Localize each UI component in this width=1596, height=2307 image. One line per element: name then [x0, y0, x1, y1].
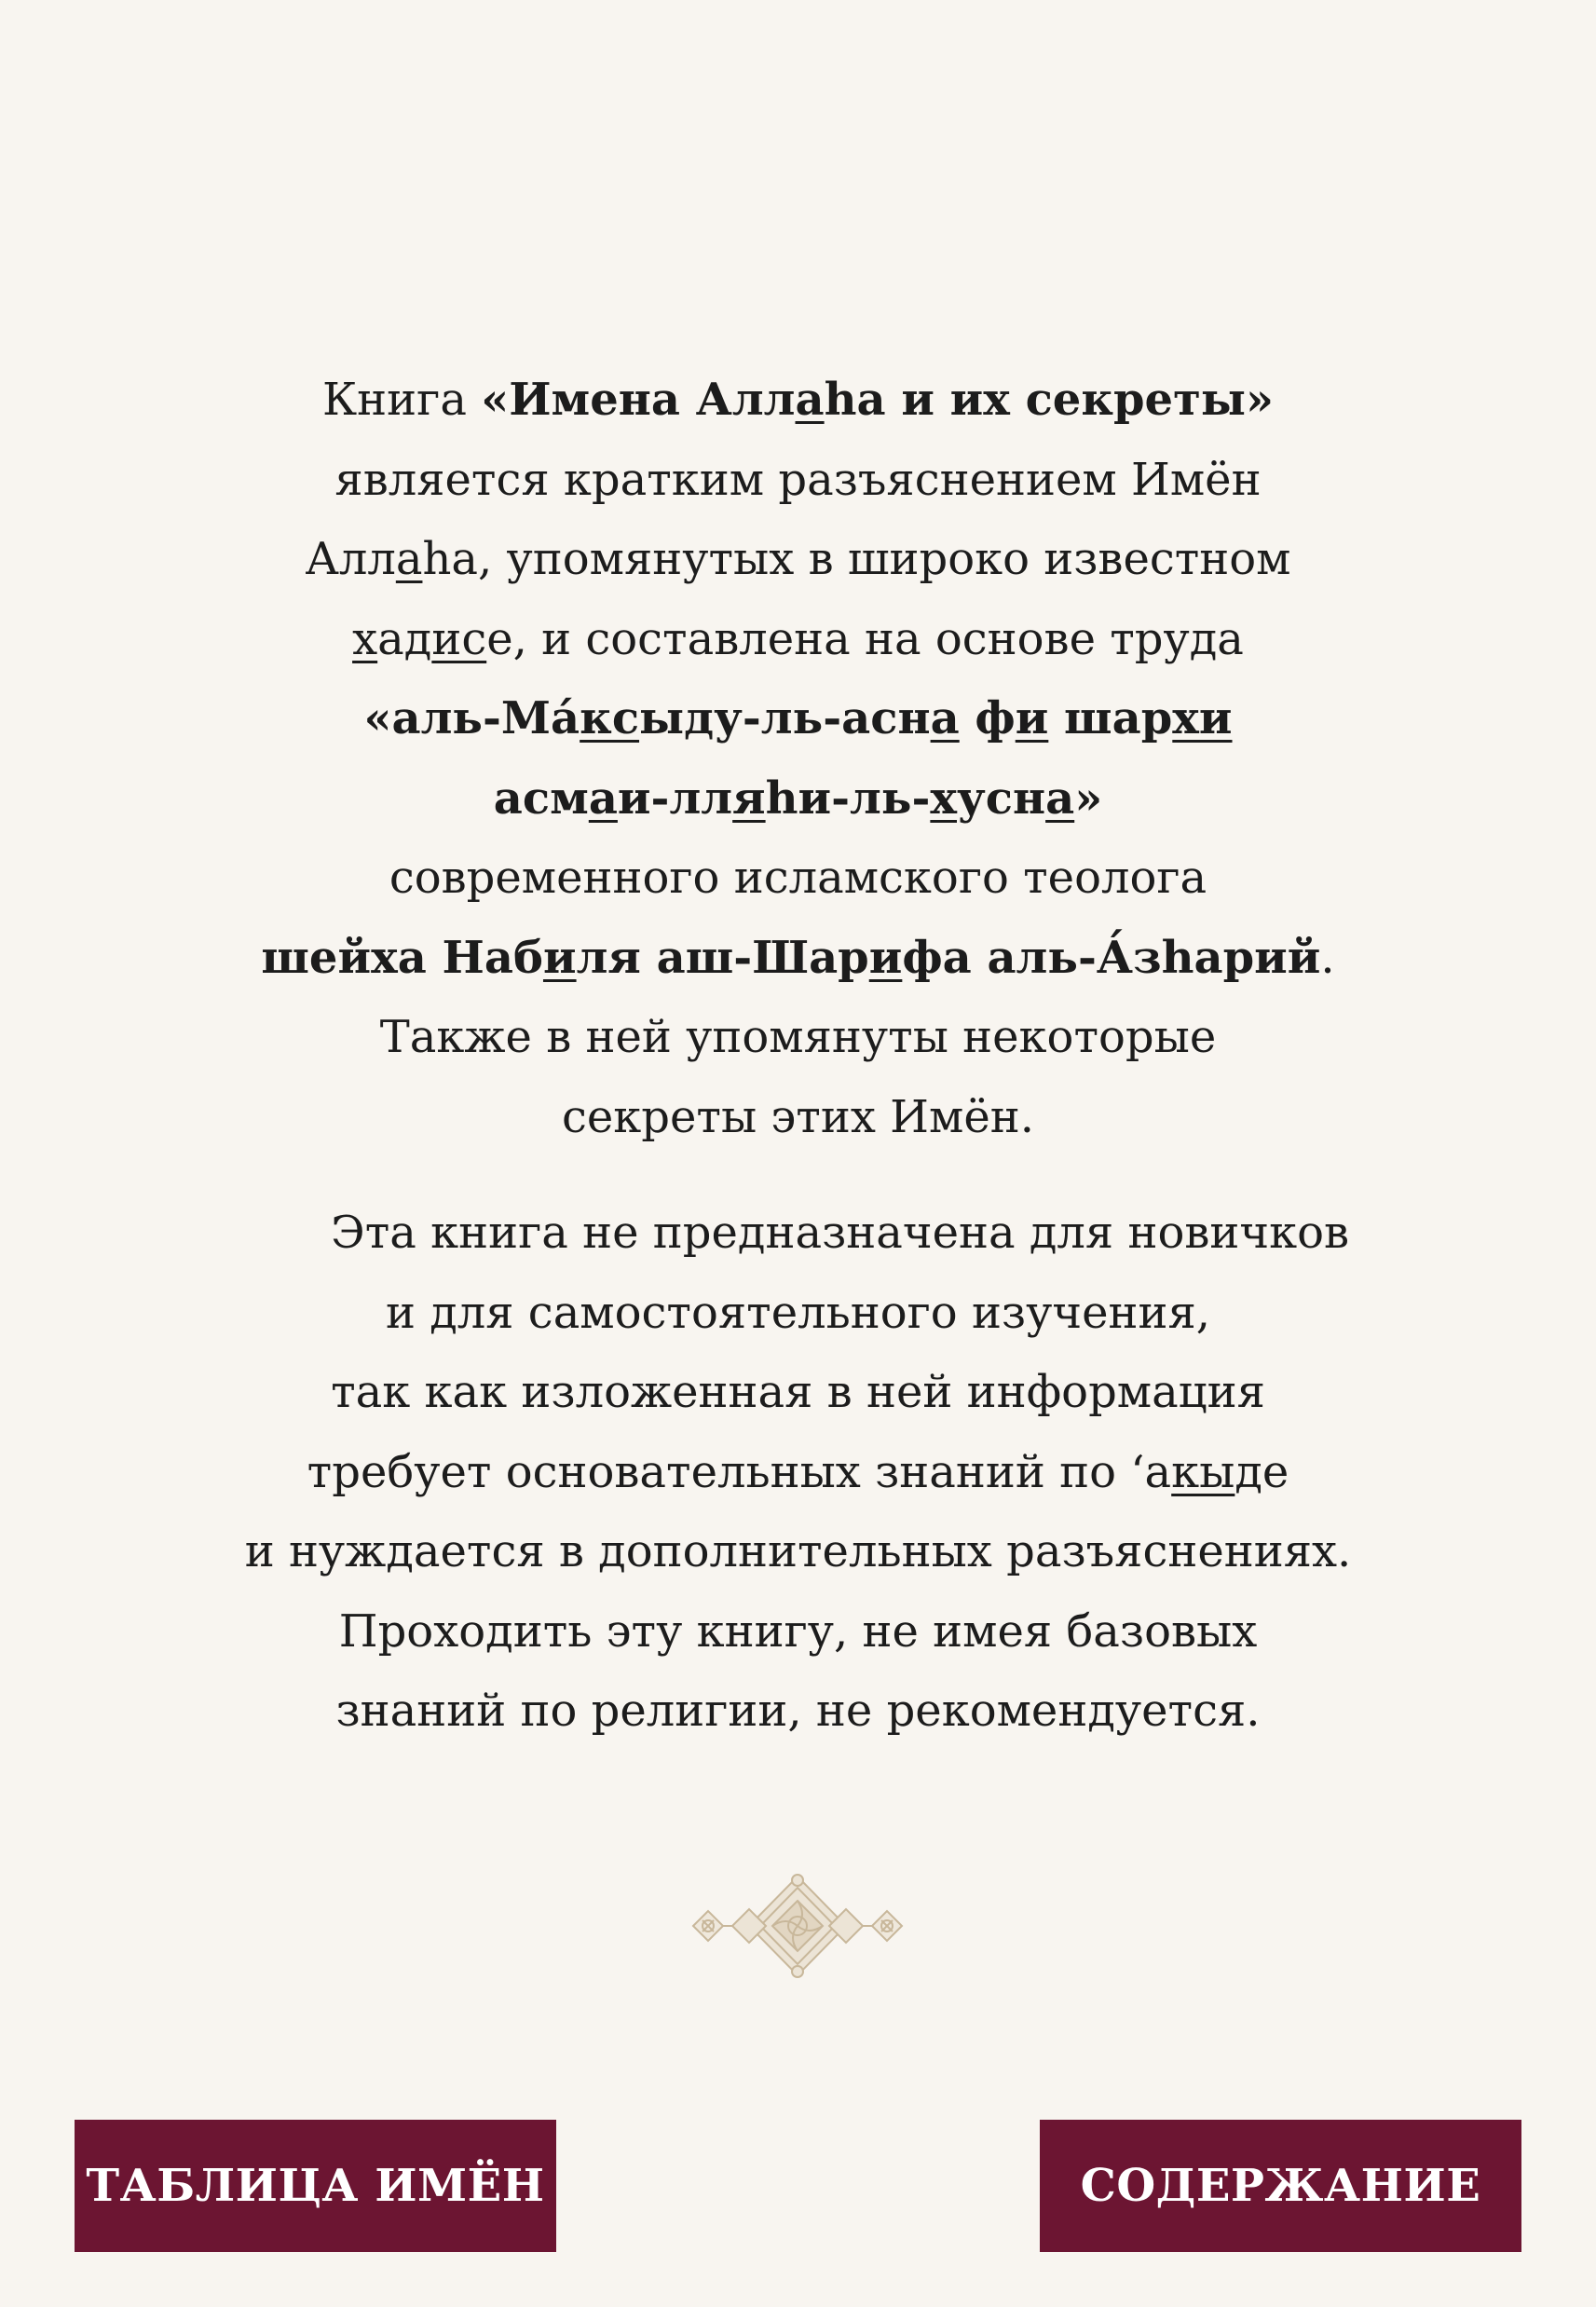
warning-line-3: так как изложенная в ней информация [331, 1366, 1265, 1418]
book-description [0, 361, 1596, 1157]
names-table-button[interactable]: ТАБЛИЦА ИМЁН [75, 2120, 556, 2252]
description-line-10: секреты этих Имён. [561, 1090, 1035, 1143]
warning-line-2: и для самостоятельного изучения, [385, 1286, 1211, 1339]
description-line-1: Книга «Имена Аллаhа и их секреты» [322, 374, 1274, 426]
description-line-9: Также в ней упомянуты некоторые [379, 1011, 1217, 1063]
description-line-4: хадисе, и составлена на основе труда [352, 612, 1244, 665]
description-line-2: является кратким разъяснением Имён [334, 453, 1262, 506]
warning-line-6: Проходить эту книгу, не имея базовых [338, 1604, 1258, 1658]
warning-line-1: Эта книга не предназначена для новичков [330, 1207, 1350, 1259]
contents-button[interactable]: СОДЕРЖАНИЕ [1040, 2120, 1521, 2252]
book-title: «Имена Аллаhа и их секреты» [481, 374, 1274, 426]
author-line: шейха Набиля аш-Шарифа аль-А́зhарий. [261, 931, 1335, 984]
description-line-7: современного исламского теолога [389, 852, 1207, 904]
description-line-3: Аллаhа, упомянутых в широко известном [305, 533, 1291, 585]
source-title-line-1: «аль-Ма́ксыду-ль-асна фи шархи [363, 692, 1233, 744]
source-title-line-2: асмаи-лляhи-ль-хусна» [493, 771, 1103, 825]
warning-line-4: требует основательных знаний по ‘акыде [307, 1445, 1289, 1498]
ornament-icon [689, 1873, 906, 1980]
warning-line-7: знаний по религии, не рекомендуется. [335, 1685, 1261, 1737]
author-name: шейха Набиля аш-Шарифа аль-А́зhарий [261, 931, 1321, 984]
warning-line-5: и нуждается в дополнительных разъяснениях. [244, 1525, 1352, 1577]
warning-notice [0, 1194, 1596, 1752]
